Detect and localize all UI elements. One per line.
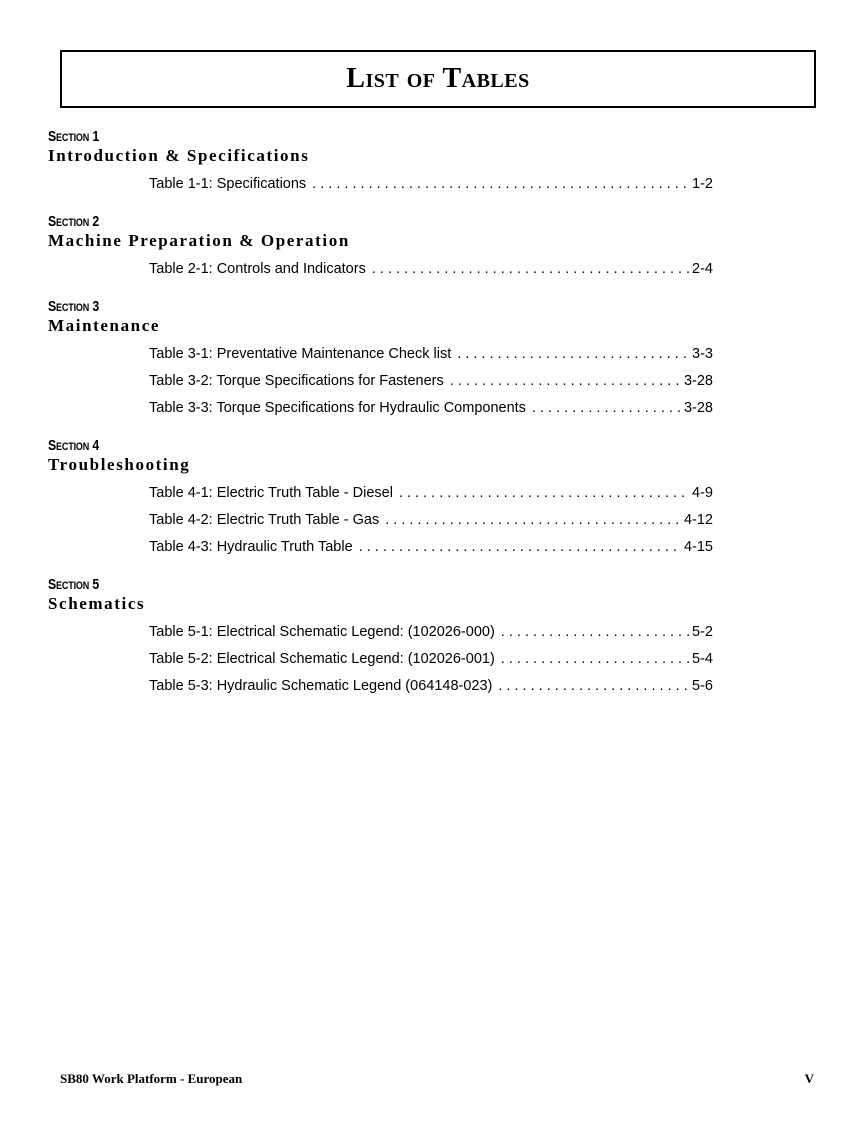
page-title: List of Tables (346, 63, 530, 94)
dot-leader (501, 649, 689, 669)
section-2 (48, 213, 728, 286)
entry-page-number: 1-2 (692, 176, 713, 192)
section-label: Section 4 (48, 437, 100, 454)
dot-leader (501, 622, 689, 642)
table-entry[interactable] (149, 398, 713, 425)
entry-page-number: 3-28 (683, 373, 713, 389)
section-3 (48, 298, 728, 425)
dot-leader (399, 483, 689, 503)
table-entry[interactable] (149, 510, 713, 537)
section-label: Section 5 (48, 576, 100, 593)
section-label: Section 2 (48, 213, 100, 230)
dot-leader (498, 676, 689, 696)
entry-page-number: 3-28 (683, 400, 713, 416)
entry-page-number: 5-2 (692, 624, 713, 640)
entry-label: Table 2-1: Controls and Indicators (149, 261, 366, 277)
section-5 (48, 576, 728, 703)
entry-label: Table 4-3: Hydraulic Truth Table (149, 539, 353, 555)
table-entry[interactable] (149, 259, 713, 286)
entry-label: Table 5-1: Electrical Schematic Legend: (102026-000) (149, 624, 495, 640)
table-entry[interactable] (149, 371, 713, 398)
section-1 (48, 128, 728, 201)
dot-leader (372, 259, 689, 279)
dot-leader (359, 537, 681, 557)
entry-label: Table 3-2: Torque Specifications for Fasteners (149, 373, 444, 389)
list-of-tables (48, 128, 728, 715)
entry-page-number: 2-4 (692, 261, 713, 277)
section-title: Machine Preparation & Operation (48, 231, 350, 250)
entry-label: Table 5-3: Hydraulic Schematic Legend (064148-023) (149, 678, 493, 694)
section-title: Maintenance (48, 316, 161, 335)
section-title: Schematics (48, 594, 146, 613)
table-entry[interactable] (149, 676, 713, 703)
footer-document-name: SB80 Work Platform - European (60, 1071, 243, 1086)
table-entry[interactable] (149, 344, 713, 371)
title-box (60, 50, 816, 108)
table-entry[interactable] (149, 174, 713, 201)
section-4 (48, 437, 728, 564)
entry-label: Table 1-1: Specifications (149, 176, 307, 192)
entry-label: Table 3-1: Preventative Maintenance Check list (149, 346, 452, 362)
entry-page-number: 5-6 (692, 678, 713, 694)
entry-page-number: 4-15 (683, 539, 713, 555)
dot-leader (450, 371, 681, 391)
section-label: Section 3 (48, 298, 100, 315)
section-title: Troubleshooting (48, 455, 191, 474)
entry-label: Table 4-1: Electric Truth Table - Diesel (149, 485, 393, 501)
section-label: Section 1 (48, 128, 100, 145)
dot-leader (532, 398, 681, 418)
entry-label: Table 3-3: Torque Specifications for Hydraulic Components (149, 400, 526, 416)
entry-page-number: 5-4 (692, 651, 713, 667)
table-entry[interactable] (149, 537, 713, 564)
table-entry[interactable] (149, 622, 713, 649)
table-entry[interactable] (149, 483, 713, 510)
footer-page-number: V (804, 1071, 814, 1086)
section-title: Introduction & Specifications (48, 146, 310, 165)
table-entry[interactable] (149, 649, 713, 676)
dot-leader (457, 344, 689, 364)
entry-label: Table 5-2: Electrical Schematic Legend: (102026-001) (149, 651, 495, 667)
dot-leader (312, 174, 689, 194)
dot-leader (385, 510, 681, 530)
entry-page-number: 4-9 (692, 485, 713, 501)
entry-page-number: 4-12 (683, 512, 713, 528)
entry-page-number: 3-3 (692, 346, 713, 362)
entry-label: Table 4-2: Electric Truth Table - Gas (149, 512, 380, 528)
